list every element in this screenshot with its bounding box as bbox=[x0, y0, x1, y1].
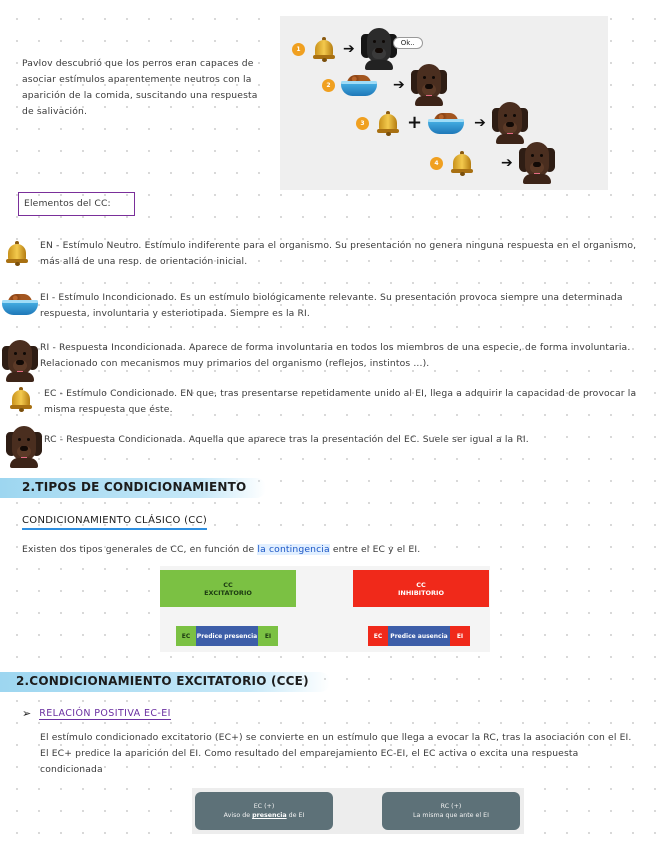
pavlov-row-2 bbox=[322, 64, 447, 106]
dog-icon bbox=[6, 426, 42, 468]
bell-icon bbox=[375, 110, 401, 136]
bullet-arrow-icon: ➢ bbox=[22, 707, 32, 720]
dog-icon bbox=[519, 142, 555, 184]
excitatorio-chain bbox=[176, 626, 278, 646]
bowl-icon bbox=[2, 292, 38, 316]
bell-icon bbox=[8, 386, 34, 412]
bell-icon bbox=[4, 240, 30, 266]
arrow-right-icon: ➔ bbox=[474, 115, 486, 131]
step-number: 4 bbox=[430, 157, 443, 170]
cce-description: El estímulo condicionado excitatorio (EC+) se convierte en un estímulo que llega a evocar la RC, tras la asociación con el EI. El EC+ predice la aparición del EI. Como resultado del emparejamiento EC-EI, el EC activa o excita una respuesta condicionada bbox=[40, 732, 632, 775]
pavlov-intro-text: Pavlov descubrió que los perros eran capaces de asociar estímulos aparentemente neutros con la aparición de la comida, suscitando una respuesta de salivación. bbox=[22, 58, 258, 117]
pill-ei: EI bbox=[450, 626, 470, 646]
relacion-positiva-heading bbox=[22, 707, 171, 720]
section-header-cce: 2.CONDICIONAMIENTO EXCITATORIO (CCE) bbox=[0, 672, 330, 692]
bell-icon bbox=[449, 150, 475, 176]
dog-icon bbox=[492, 102, 528, 144]
pill-predice-ausencia: Predice ausencia bbox=[388, 626, 450, 646]
pavlov-row-3 bbox=[356, 102, 528, 144]
element-text: EN - Estímulo Neutro. Estímulo indiferente para el organismo. Su presentación no genera ninguna respuesta en el organismo, más allá de una resp. de orientación inicial. bbox=[40, 240, 637, 267]
arrow-right-icon: ➔ bbox=[501, 155, 513, 171]
step-number: 3 bbox=[356, 117, 369, 130]
cc-inhibitorio-box: CC INHIBITORIO bbox=[353, 570, 489, 607]
element-text: RC - Respuesta Condicionada. Aquella que aparece tras la presentación del EC. Suele ser igual a la RI. bbox=[44, 434, 529, 445]
rc-plus-box: RC (+) La misma que ante el EI bbox=[382, 792, 520, 830]
ec-plus-box: EC (+) Aviso de presencia de EI bbox=[195, 792, 333, 830]
cc-types-diagram bbox=[160, 566, 490, 652]
bell-icon bbox=[311, 36, 337, 62]
element-text: EI - Estímulo Incondicionado. Es un estímulo biológicamente relevante. Su presentación provoca siempre una determinada respuesta, involuntaria y esteriotipada. Siempre es la RI. bbox=[40, 292, 623, 319]
section-header-tipos: 2.TIPOS DE CONDICIONAMIENTO bbox=[0, 478, 266, 498]
element-text: RI - Respuesta Incondicionada. Aparece de forma involuntaria en todos los miembros de una especie, de forma involuntaria. Relacionado con mecanismos muy primarios del organismo (reflejos, instintos ...). bbox=[40, 342, 631, 369]
inhibitorio-chain bbox=[368, 626, 470, 646]
step-number: 1 bbox=[292, 43, 305, 56]
elementos-title-box bbox=[18, 192, 135, 216]
pavlov-row-4 bbox=[430, 142, 555, 184]
element-text: EC - Estímulo Condicionado. EN que, tras presentarse repetidamente unido al EI, llega a adquirir la capacidad de provocar la misma respuesta que éste. bbox=[44, 388, 637, 415]
speech-bubble: Ok.. bbox=[393, 37, 423, 49]
elementos-title: Elementos del CC: bbox=[24, 198, 111, 209]
arrow-right-icon: ➔ bbox=[343, 41, 355, 57]
bowl-icon bbox=[428, 111, 464, 135]
dog-icon bbox=[2, 340, 38, 382]
arrow-right-icon: ➔ bbox=[393, 77, 405, 93]
subheading-cc-clasico: CONDICIONAMIENTO CLÁSICO (CC) bbox=[22, 515, 207, 530]
relacion-positiva-label: RELACIÓN POSITIVA EC-EI bbox=[39, 707, 171, 719]
pill-ei: EI bbox=[258, 626, 278, 646]
pill-ec: EC bbox=[176, 626, 196, 646]
pavlov-illustration bbox=[280, 16, 608, 190]
cc-excitatorio-box: CC EXCITATORIO bbox=[160, 570, 296, 607]
tipos-description: Existen dos tipos generales de CC, en función de la contingencia entre el EC y el EI. bbox=[22, 544, 421, 555]
pill-ec: EC bbox=[368, 626, 388, 646]
plus-sign: + bbox=[407, 112, 423, 133]
bowl-icon bbox=[341, 73, 377, 97]
pill-predice-presencia: Predice presencia bbox=[196, 626, 258, 646]
dog-icon bbox=[411, 64, 447, 106]
highlight-contingencia: la contingencia bbox=[257, 544, 330, 555]
step-number: 2 bbox=[322, 79, 335, 92]
